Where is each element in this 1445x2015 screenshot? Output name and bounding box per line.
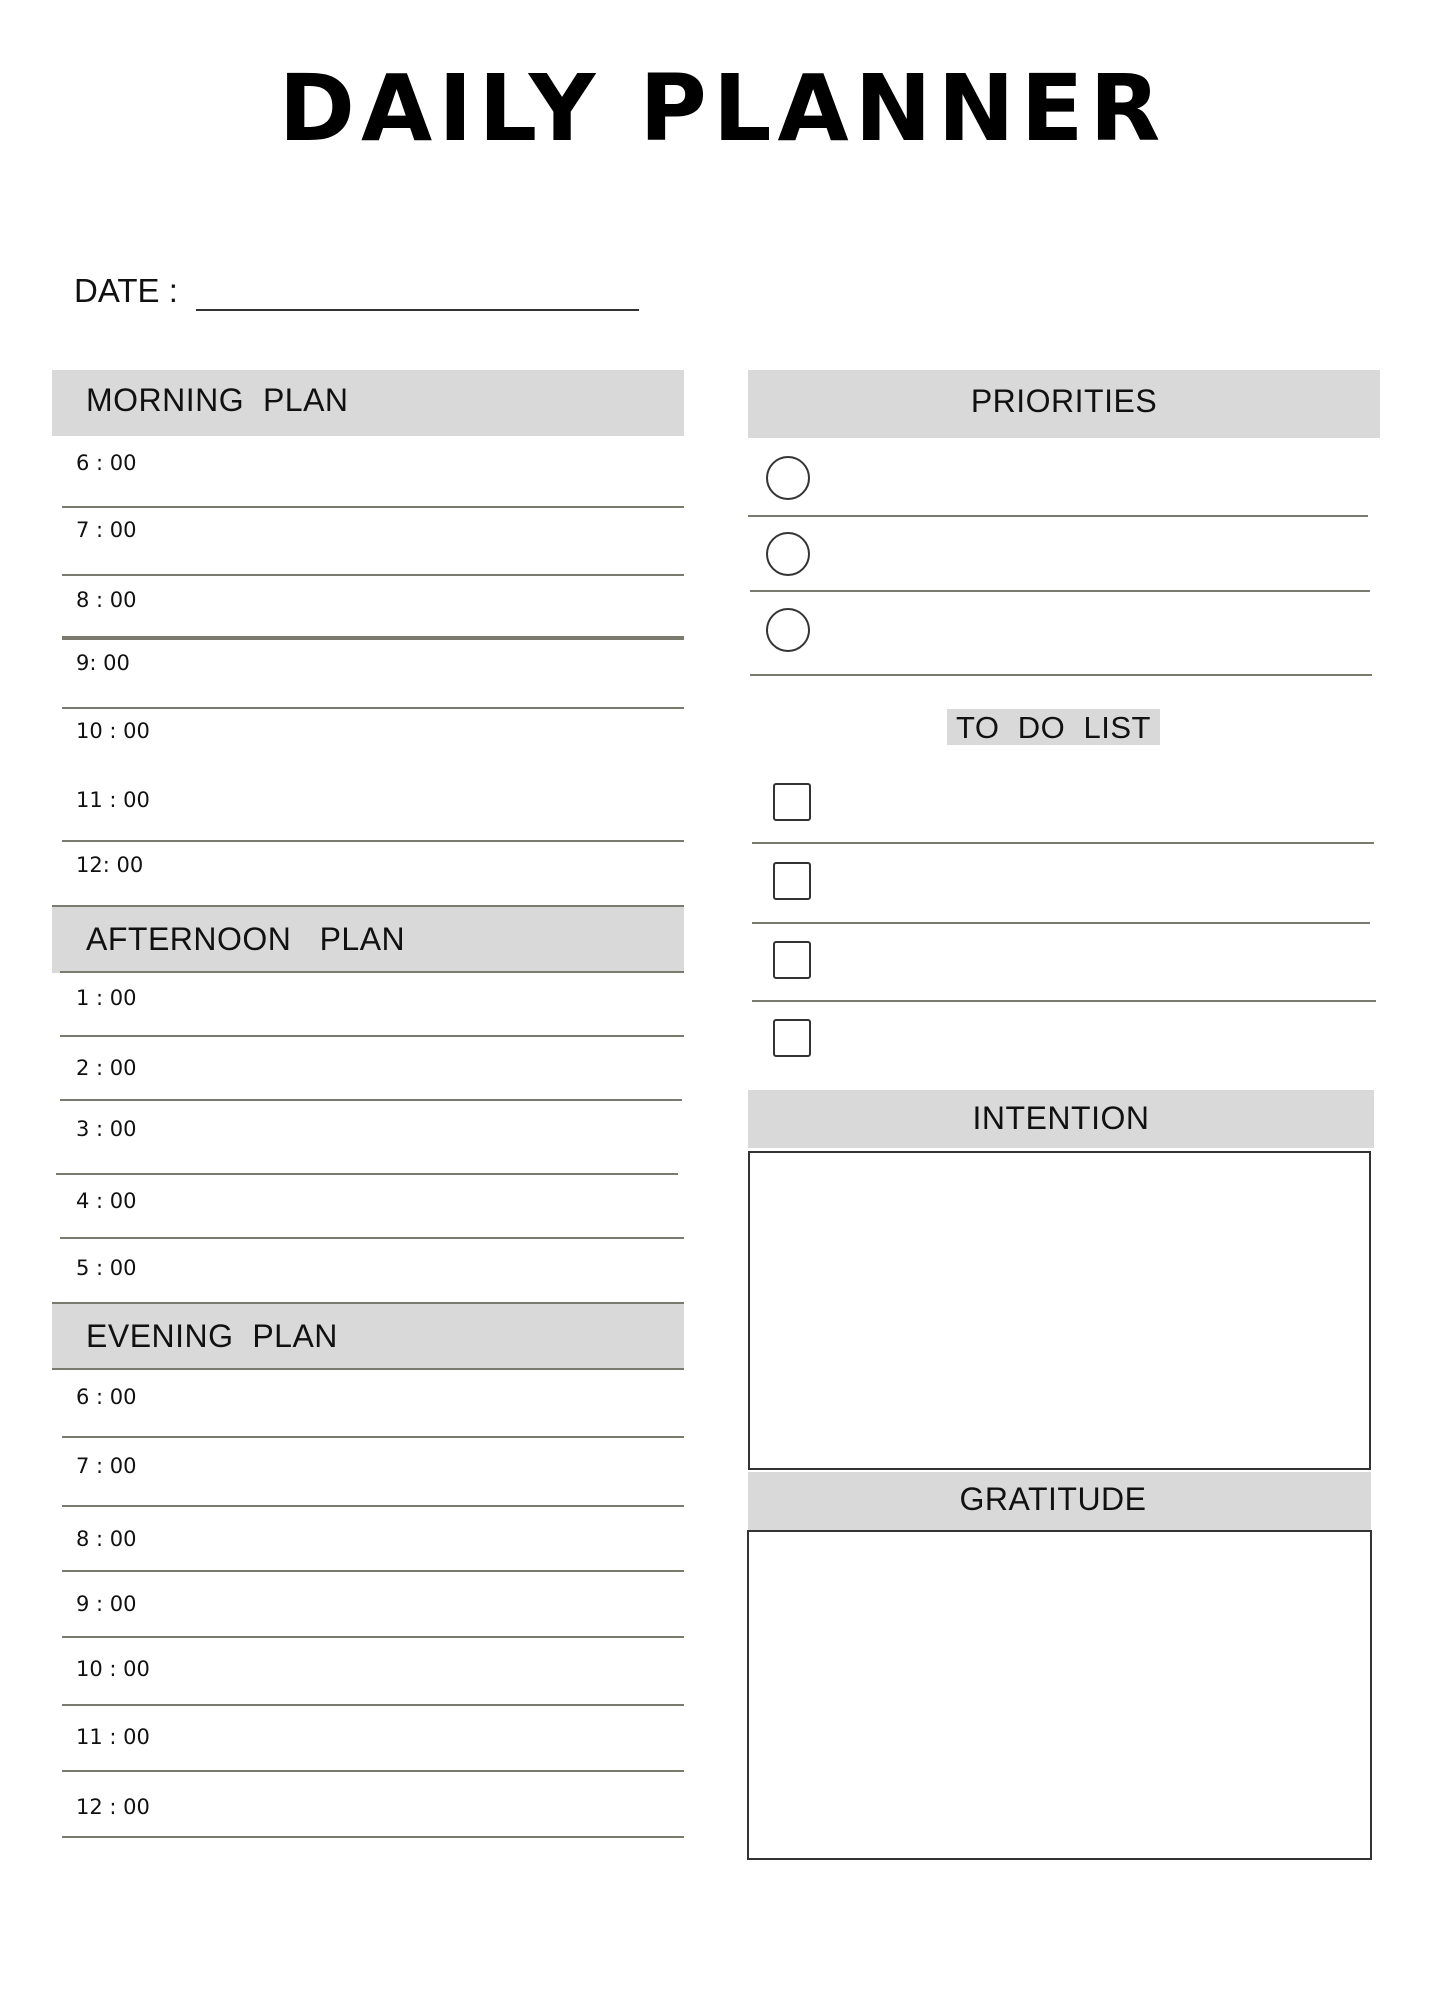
evening-time-6: 6 : 00 — [76, 1385, 137, 1409]
morning-plan-title: MORNING PLAN — [86, 382, 349, 418]
morning-time-12: 12: 00 — [76, 853, 144, 877]
priority-line[interactable] — [748, 515, 1368, 517]
page-title: DAILY PLANNER — [278, 55, 1167, 162]
afternoon-line[interactable] — [60, 1099, 682, 1101]
morning-time-11: 11 : 00 — [76, 788, 150, 812]
afternoon-time-1: 1 : 00 — [76, 986, 137, 1010]
evening-time-11: 11 : 00 — [76, 1725, 150, 1749]
morning-line[interactable] — [62, 574, 684, 576]
evening-line[interactable] — [62, 1636, 684, 1638]
afternoon-line[interactable] — [56, 1173, 678, 1175]
morning-time-10: 10 : 00 — [76, 719, 150, 743]
afternoon-time-3: 3 : 00 — [76, 1117, 137, 1141]
priority-line[interactable] — [750, 590, 1370, 592]
evening-time-10: 10 : 00 — [76, 1657, 150, 1681]
priority-circle-1[interactable] — [766, 456, 810, 500]
afternoon-plan-title: AFTERNOON PLAN — [86, 921, 406, 957]
priority-circle-2[interactable] — [766, 532, 810, 576]
evening-line[interactable] — [62, 1704, 684, 1706]
evening-time-8: 8 : 00 — [76, 1527, 137, 1551]
afternoon-time-5: 5 : 00 — [76, 1256, 137, 1280]
date-label: DATE : — [74, 272, 178, 309]
priorities-title: PRIORITIES — [970, 383, 1158, 419]
evening-time-12: 12 : 00 — [76, 1795, 150, 1819]
todo-line[interactable] — [752, 1000, 1376, 1002]
morning-line[interactable] — [62, 707, 684, 709]
morning-line[interactable] — [62, 506, 684, 508]
gratitude-title: GRATITUDE — [959, 1481, 1147, 1517]
evening-line[interactable] — [62, 1836, 684, 1838]
evening-time-9: 9 : 00 — [76, 1592, 137, 1616]
gratitude-box[interactable] — [747, 1530, 1372, 1860]
intention-title: INTENTION — [972, 1100, 1150, 1136]
evening-plan-title: EVENING PLAN — [86, 1318, 338, 1354]
todo-line[interactable] — [752, 842, 1374, 844]
todo-checkbox-1[interactable] — [773, 783, 811, 821]
evening-time-7: 7 : 00 — [76, 1454, 137, 1478]
afternoon-time-4: 4 : 00 — [76, 1189, 137, 1213]
afternoon-line[interactable] — [60, 971, 684, 973]
morning-line[interactable] — [62, 840, 684, 842]
evening-line[interactable] — [52, 1368, 684, 1370]
morning-time-7: 7 : 00 — [76, 518, 137, 542]
afternoon-time-2: 2 : 00 — [76, 1056, 137, 1080]
evening-line[interactable] — [62, 1570, 684, 1572]
date-input-line[interactable] — [196, 309, 639, 311]
morning-time-9: 9: 00 — [76, 651, 130, 675]
afternoon-line[interactable] — [60, 1237, 684, 1239]
evening-line[interactable] — [62, 1436, 684, 1438]
morning-line[interactable] — [62, 636, 684, 640]
evening-line[interactable] — [62, 1505, 684, 1507]
todo-checkbox-4[interactable] — [773, 1019, 811, 1057]
morning-time-8: 8 : 00 — [76, 588, 137, 612]
intention-box[interactable] — [748, 1151, 1371, 1470]
morning-time-6: 6 : 00 — [76, 451, 137, 475]
afternoon-line[interactable] — [60, 1035, 684, 1037]
priority-circle-3[interactable] — [766, 608, 810, 652]
priority-line[interactable] — [750, 674, 1372, 676]
todo-title: TO DO LIST — [956, 710, 1151, 745]
todo-line[interactable] — [752, 922, 1370, 924]
todo-checkbox-2[interactable] — [773, 862, 811, 900]
evening-line[interactable] — [62, 1770, 684, 1772]
todo-checkbox-3[interactable] — [773, 941, 811, 979]
